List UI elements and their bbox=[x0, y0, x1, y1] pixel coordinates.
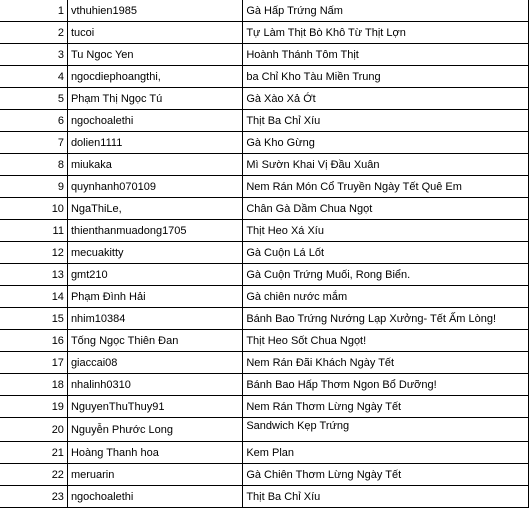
table-row bbox=[0, 308, 529, 330]
table-row bbox=[0, 44, 529, 66]
table-row bbox=[0, 22, 529, 44]
row-number-cell[interactable]: 20 bbox=[0, 418, 67, 442]
username-cell[interactable]: vthuhien1985 bbox=[67, 0, 242, 22]
row-number-cell[interactable]: 6 bbox=[0, 110, 67, 132]
table-row bbox=[0, 176, 529, 198]
dish-name-cell[interactable]: Thịt Ba Chỉ Xíu bbox=[243, 110, 529, 132]
row-number-cell[interactable]: 14 bbox=[0, 286, 67, 308]
row-number-cell[interactable]: 2 bbox=[0, 22, 67, 44]
row-number-cell[interactable]: 12 bbox=[0, 242, 67, 264]
username-cell[interactable]: Hoàng Thanh hoa bbox=[67, 442, 242, 464]
row-number-cell[interactable]: 19 bbox=[0, 396, 67, 418]
username-cell[interactable]: gmt210 bbox=[67, 264, 242, 286]
table-row bbox=[0, 486, 529, 508]
dish-name-cell[interactable]: ba Chỉ Kho Tàu Miền Trung bbox=[243, 66, 529, 88]
username-cell[interactable]: NgaThiLe, bbox=[67, 198, 242, 220]
dish-name-cell[interactable]: Gà Xào Xả Ớt bbox=[243, 88, 529, 110]
table-row bbox=[0, 132, 529, 154]
row-number-cell[interactable]: 8 bbox=[0, 154, 67, 176]
username-cell[interactable]: Phạm Đình Hải bbox=[67, 286, 242, 308]
username-cell[interactable]: ngochoalethi bbox=[67, 110, 242, 132]
dish-name-cell[interactable]: Tự Làm Thịt Bò Khô Từ Thịt Lợn bbox=[243, 22, 529, 44]
row-number-cell[interactable]: 15 bbox=[0, 308, 67, 330]
row-number-cell[interactable]: 22 bbox=[0, 464, 67, 486]
username-cell[interactable]: Tu Ngoc Yen bbox=[67, 44, 242, 66]
username-cell[interactable]: Nguyễn Phước Long bbox=[67, 418, 242, 442]
table-row bbox=[0, 330, 529, 352]
table-row bbox=[0, 264, 529, 286]
username-cell[interactable]: meruarin bbox=[67, 464, 242, 486]
dish-name-cell[interactable]: Gà chiên nước mắm bbox=[243, 286, 529, 308]
dish-name-cell[interactable]: Gà Hấp Trứng Nấm bbox=[243, 0, 529, 22]
dish-name-cell[interactable]: Gà Kho Gừng bbox=[243, 132, 529, 154]
dish-name-cell[interactable]: Gà Cuộn Lá Lốt bbox=[243, 242, 529, 264]
username-cell[interactable]: nhim10384 bbox=[67, 308, 242, 330]
table-row bbox=[0, 418, 529, 442]
table-row bbox=[0, 110, 529, 132]
username-cell[interactable]: tucoi bbox=[67, 22, 242, 44]
dish-name-cell[interactable]: Kem Plan bbox=[243, 442, 529, 464]
username-cell[interactable]: mecuakitty bbox=[67, 242, 242, 264]
table-row bbox=[0, 396, 529, 418]
table-row bbox=[0, 0, 529, 22]
dish-name-cell[interactable]: Bánh Bao Trứng Nướng Lạp Xưởng- Tết Ấm Lòng! bbox=[243, 308, 529, 330]
table-row bbox=[0, 286, 529, 308]
username-cell[interactable]: nhalinh0310 bbox=[67, 374, 242, 396]
row-number-cell[interactable]: 4 bbox=[0, 66, 67, 88]
username-cell[interactable]: giaccai08 bbox=[67, 352, 242, 374]
row-number-cell[interactable]: 5 bbox=[0, 88, 67, 110]
dish-name-cell[interactable]: Gà Chiên Thơm Lừng Ngày Tết bbox=[243, 464, 529, 486]
table-row bbox=[0, 66, 529, 88]
dish-name-cell[interactable]: Thịt Heo Xá Xíu bbox=[243, 220, 529, 242]
row-number-cell[interactable]: 17 bbox=[0, 352, 67, 374]
username-cell[interactable]: dolien1111 bbox=[67, 132, 242, 154]
row-number-cell[interactable]: 3 bbox=[0, 44, 67, 66]
row-number-cell[interactable]: 7 bbox=[0, 132, 67, 154]
username-cell[interactable]: NguyenThuThuy91 bbox=[67, 396, 242, 418]
table-row bbox=[0, 374, 529, 396]
table-row bbox=[0, 352, 529, 374]
username-cell[interactable]: miukaka bbox=[67, 154, 242, 176]
row-number-cell[interactable]: 13 bbox=[0, 264, 67, 286]
row-number-cell[interactable]: 11 bbox=[0, 220, 67, 242]
table-row bbox=[0, 198, 529, 220]
dish-name-cell[interactable]: Nem Rán Món Cổ Truyền Ngày Tết Quê Em bbox=[243, 176, 529, 198]
dish-name-cell[interactable]: Nem Rán Đãi Khách Ngày Tết bbox=[243, 352, 529, 374]
dish-name-cell[interactable]: Sandwich Kẹp Trứng bbox=[243, 418, 529, 442]
username-cell[interactable]: Phạm Thị Ngọc Tú bbox=[67, 88, 242, 110]
username-cell[interactable]: thienthanmuadong1705 bbox=[67, 220, 242, 242]
row-number-cell[interactable]: 10 bbox=[0, 198, 67, 220]
dish-name-cell[interactable]: Bánh Bao Hấp Thơm Ngon Bổ Dưỡng! bbox=[243, 374, 529, 396]
row-number-cell[interactable]: 21 bbox=[0, 442, 67, 464]
row-number-cell[interactable]: 18 bbox=[0, 374, 67, 396]
dish-name-cell[interactable]: Nem Rán Thơm Lừng Ngày Tết bbox=[243, 396, 529, 418]
dish-name-cell[interactable]: Hoành Thánh Tôm Thịt bbox=[243, 44, 529, 66]
table-row bbox=[0, 220, 529, 242]
dish-name-cell[interactable]: Thịt Ba Chỉ Xíu bbox=[243, 486, 529, 508]
table-row bbox=[0, 88, 529, 110]
dish-name-cell[interactable]: Thịt Heo Sốt Chua Ngọt! bbox=[243, 330, 529, 352]
username-cell[interactable]: ngocdiephoangthi, bbox=[67, 66, 242, 88]
username-cell[interactable]: ngochoalethi bbox=[67, 486, 242, 508]
row-number-cell[interactable]: 9 bbox=[0, 176, 67, 198]
username-cell[interactable]: Tống Ngọc Thiên Đan bbox=[67, 330, 242, 352]
table-row bbox=[0, 442, 529, 464]
username-cell[interactable]: quynhanh070109 bbox=[67, 176, 242, 198]
row-number-cell[interactable]: 16 bbox=[0, 330, 67, 352]
dish-name-cell[interactable]: Gà Cuộn Trứng Muối, Rong Biển. bbox=[243, 264, 529, 286]
table-row bbox=[0, 154, 529, 176]
dish-name-cell[interactable]: Mì Sườn Khai Vị Đầu Xuân bbox=[243, 154, 529, 176]
table-row bbox=[0, 242, 529, 264]
dish-name-cell[interactable]: Chân Gà Dầm Chua Ngọt bbox=[243, 198, 529, 220]
row-number-cell[interactable]: 23 bbox=[0, 486, 67, 508]
row-number-cell[interactable]: 1 bbox=[0, 0, 67, 22]
table-row bbox=[0, 464, 529, 486]
